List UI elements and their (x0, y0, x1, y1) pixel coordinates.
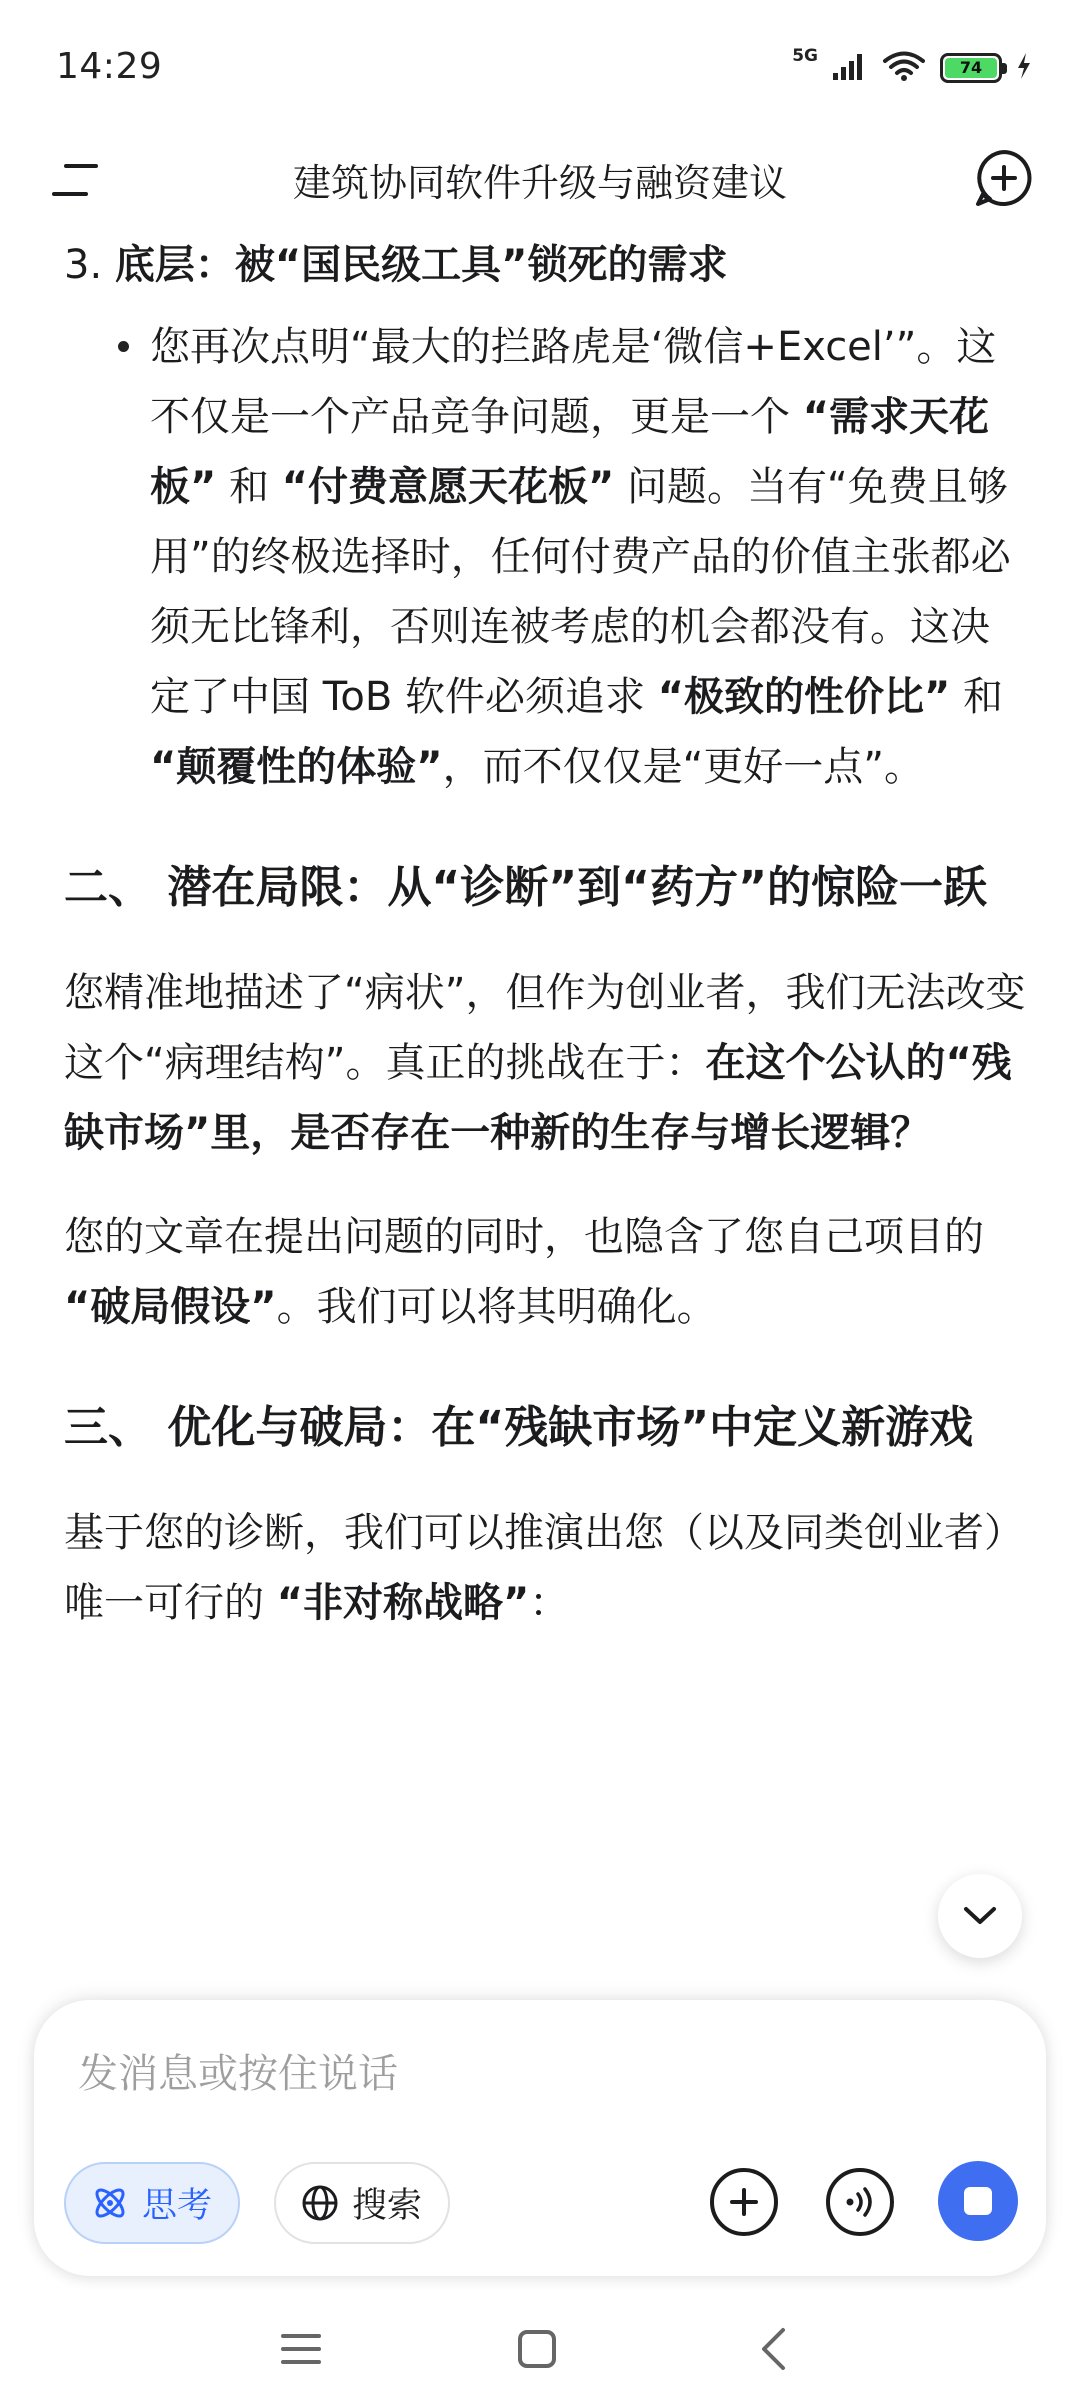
think-label: 思考 (142, 2186, 213, 2226)
add-attachment-button[interactable] (710, 2168, 778, 2236)
bullet-dot-icon (118, 341, 129, 352)
status-time: 14:29 (56, 46, 163, 87)
globe-icon (300, 2183, 340, 2223)
recents-button[interactable] (266, 2314, 336, 2384)
plus-icon (728, 2186, 760, 2218)
back-icon (759, 2327, 787, 2371)
status-icons (792, 48, 1032, 88)
bullet-paragraph: 您再次点明“最大的拦路虎是‘微信+Excel’”。这不仅是一个产品竞争问题，更是一个 “需求天花板” 和 “付费意愿天花板” 问题。当有“免费且够用”的终极选择时，任何付费产品的价值主张都必须无比锋利，否则连被考虑的机会都没有。这决定了中国 ToB 软件必须追求 “极致的性价比” 和 “颠覆性的体验”，而不仅仅是“更好一点”。 (64, 312, 1028, 802)
signal-icon (832, 51, 868, 85)
section-heading-2: 二、 潜在局限：从“诊断”到“药方”的惊险一跃 (64, 862, 987, 913)
paragraph-1: 您精准地描述了“病状”，但作为创业者，我们无法改变这个“病理结构”。真正的挑战在于：在这个公认的“残缺市场”里，是否存在一种新的生存与增长逻辑？ (64, 970, 1026, 1156)
search-toggle[interactable] (274, 2162, 450, 2244)
voice-wave-icon (842, 2186, 878, 2218)
stop-generation-button[interactable] (938, 2161, 1018, 2241)
new-chat-icon (973, 147, 1035, 209)
network-label: 5G (792, 46, 818, 66)
new-chat-button[interactable] (968, 142, 1040, 214)
page-title: 建筑协同软件升级与融资建议 (292, 161, 787, 205)
system-nav-bar (0, 2300, 1080, 2400)
list-item-heading: 3. 底层：被“国民级工具”锁死的需求 (64, 242, 728, 288)
back-button[interactable] (738, 2314, 808, 2384)
home-icon (517, 2329, 557, 2369)
think-toggle[interactable] (64, 2162, 240, 2244)
paragraph-3: 基于您的诊断，我们可以推演出您（以及同类创业者）唯一可行的 “非对称战略”： (64, 1510, 1024, 1626)
chevron-down-icon (963, 1906, 997, 1926)
battery-level: 74 (945, 58, 997, 78)
scroll-to-bottom-button[interactable] (938, 1874, 1022, 1958)
section-heading-3: 三、 优化与破局：在“残缺市场”中定义新游戏 (64, 1402, 974, 1453)
charging-icon (1016, 52, 1032, 84)
chat-message-content (64, 230, 1028, 2000)
wifi-icon (882, 50, 926, 86)
battery-icon (940, 53, 1002, 83)
stop-icon (964, 2187, 992, 2215)
recents-icon (281, 2331, 321, 2367)
chat-header (0, 130, 1080, 230)
voice-call-button[interactable] (826, 2168, 894, 2236)
atom-icon (90, 2183, 130, 2223)
menu-icon (50, 160, 98, 200)
paragraph-2: 您的文章在提出问题的同时，也隐含了您自己项目的 “破局假设”。我们可以将其明确化。 (64, 1214, 984, 1330)
status-bar (0, 0, 1080, 130)
message-input[interactable] (78, 2044, 978, 2104)
search-label: 搜索 (352, 2186, 423, 2226)
home-button[interactable] (502, 2314, 572, 2384)
menu-button[interactable] (42, 148, 106, 212)
message-composer (34, 2000, 1046, 2276)
